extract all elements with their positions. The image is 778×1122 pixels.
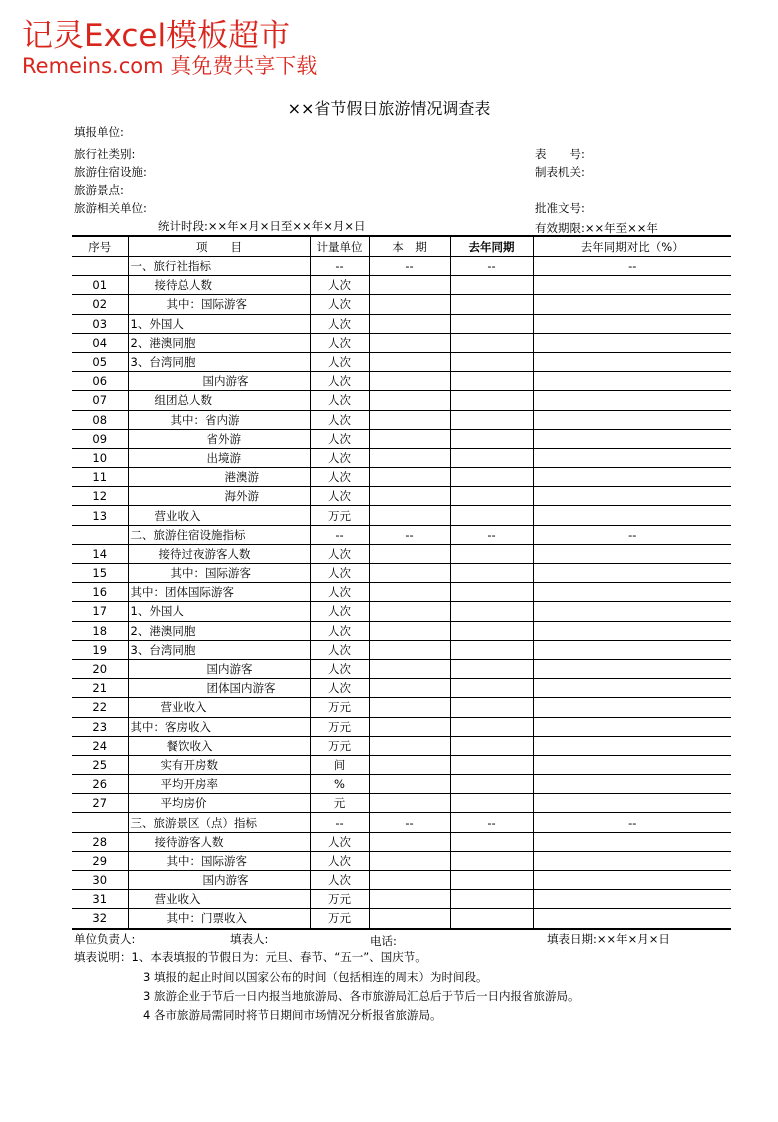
row-unit: 人次 (310, 640, 369, 659)
form-title: ××省节假日旅游情况调查表 (287, 99, 491, 118)
row-item: 接待过夜游客人数 (128, 544, 310, 563)
fill-date-label: 填表日期:××年×月×日 (547, 932, 670, 946)
issuing-authority-label: 制表机关: (535, 165, 585, 179)
row-number: 11 (72, 468, 128, 487)
row-number: 12 (72, 487, 128, 506)
row-unit: 人次 (310, 448, 369, 467)
row-last-year[interactable] (450, 276, 533, 295)
row-item: 国内游客 (128, 659, 310, 678)
row-current[interactable] (369, 775, 450, 794)
row-number: 21 (72, 679, 128, 698)
row-current[interactable] (369, 698, 450, 717)
row-comparison[interactable] (533, 698, 731, 717)
row-last-year[interactable] (450, 429, 533, 448)
header-unit: 计量单位 (310, 237, 369, 257)
stat-period-label: 统计时段:××年×月×日至××年×月×日 (158, 219, 366, 233)
row-last-year[interactable] (450, 602, 533, 621)
row-item: 营业收入 (128, 890, 310, 909)
row-item: 1、外国人 (128, 602, 310, 621)
header-no: 序号 (72, 237, 128, 257)
row-item: 其中：国际游客 (128, 564, 310, 583)
row-current[interactable] (369, 544, 450, 563)
row-current[interactable] (369, 487, 450, 506)
row-last-year[interactable] (450, 736, 533, 755)
row-item: 其中：省内游 (128, 410, 310, 429)
row-comparison[interactable] (533, 429, 731, 448)
row-comparison[interactable] (533, 679, 731, 698)
row-current[interactable] (369, 890, 450, 909)
row-comparison[interactable] (533, 717, 731, 736)
row-item: 海外游 (128, 487, 310, 506)
table-row (72, 295, 731, 314)
row-current[interactable] (369, 352, 450, 371)
header-current: 本 期 (369, 237, 450, 257)
row-number: 06 (72, 372, 128, 391)
row-last-year[interactable] (450, 775, 533, 794)
row-number: 24 (72, 736, 128, 755)
row-current[interactable] (369, 506, 450, 525)
row-comparison[interactable] (533, 295, 731, 314)
row-current[interactable] (369, 794, 450, 813)
row-number: 29 (72, 851, 128, 870)
row-last-year[interactable] (450, 621, 533, 640)
row-last-year[interactable] (450, 506, 533, 525)
row-current[interactable] (369, 314, 450, 333)
row-item: 餐饮收入 (128, 736, 310, 755)
row-comparison[interactable] (533, 909, 731, 928)
row-unit: 人次 (310, 295, 369, 314)
row-item: 港澳游 (128, 468, 310, 487)
table-row (72, 813, 731, 832)
table-row (72, 659, 731, 678)
row-unit: 人次 (310, 391, 369, 410)
header-item: 项 目 (128, 237, 310, 257)
row-item: 三、旅游景区（点）指标 (128, 813, 310, 832)
row-number: 13 (72, 506, 128, 525)
table-row (72, 717, 731, 736)
row-current[interactable] (369, 564, 450, 583)
row-unit: -- (310, 257, 369, 276)
row-number: 08 (72, 410, 128, 429)
row-number: 32 (72, 909, 128, 928)
row-unit: 人次 (310, 314, 369, 333)
row-comparison[interactable] (533, 775, 731, 794)
row-current[interactable] (369, 372, 450, 391)
row-comparison[interactable] (533, 755, 731, 774)
table-row (72, 602, 731, 621)
row-unit: 人次 (310, 372, 369, 391)
row-current[interactable] (369, 295, 450, 314)
row-unit: 人次 (310, 544, 369, 563)
row-number: 19 (72, 640, 128, 659)
row-current[interactable] (369, 448, 450, 467)
row-current[interactable]: -- (369, 257, 450, 276)
row-item: 一、旅行社指标 (128, 257, 310, 276)
row-unit: 人次 (310, 851, 369, 870)
row-unit: 万元 (310, 890, 369, 909)
header-comparison: 去年同期对比（%） (533, 237, 731, 257)
row-number: 20 (72, 659, 128, 678)
row-number: 17 (72, 602, 128, 621)
row-item: 1、外国人 (128, 314, 310, 333)
table-row (72, 333, 731, 352)
row-unit: 万元 (310, 506, 369, 525)
watermark-title: 记灵Excel模板超市 (22, 18, 291, 54)
row-item: 其中：团体国际游客 (128, 583, 310, 602)
row-current[interactable] (369, 468, 450, 487)
unit-head-label: 单位负责人: (74, 932, 136, 946)
row-item: 省外游 (128, 429, 310, 448)
accommodation-label: 旅游住宿设施: (74, 165, 147, 179)
table-row (72, 487, 731, 506)
row-number: 02 (72, 295, 128, 314)
phone-label: 电话: (370, 934, 397, 948)
row-current[interactable]: -- (369, 813, 450, 832)
row-last-year[interactable] (450, 564, 533, 583)
row-item: 国内游客 (128, 372, 310, 391)
row-last-year[interactable] (450, 890, 533, 909)
table-row (72, 564, 731, 583)
row-last-year[interactable] (450, 295, 533, 314)
table-row (72, 448, 731, 467)
row-number: 10 (72, 448, 128, 467)
table-row (72, 794, 731, 813)
related-unit-label: 旅游相关单位: (74, 201, 147, 215)
row-unit: 人次 (310, 468, 369, 487)
row-comparison[interactable] (533, 794, 731, 813)
table-row (72, 621, 731, 640)
row-last-year[interactable] (450, 487, 533, 506)
row-comparison[interactable] (533, 583, 731, 602)
row-unit: 万元 (310, 736, 369, 755)
table-row (72, 372, 731, 391)
row-last-year[interactable] (450, 755, 533, 774)
row-last-year[interactable] (450, 640, 533, 659)
approval-number-label: 批准文号: (535, 201, 585, 215)
row-current[interactable] (369, 736, 450, 755)
note-1: 填表说明：1、本表填报的节假日为：元旦、春节、“五一”、国庆节。 (74, 950, 427, 964)
row-unit: % (310, 775, 369, 794)
row-number: 14 (72, 544, 128, 563)
row-unit: -- (310, 525, 369, 544)
row-number: 25 (72, 755, 128, 774)
row-number (72, 813, 128, 832)
row-unit: 万元 (310, 717, 369, 736)
form-number-label: 表 号: (535, 147, 585, 161)
row-item: 营业收入 (128, 506, 310, 525)
table-row (72, 352, 731, 371)
row-number: 15 (72, 564, 128, 583)
table-row (72, 775, 731, 794)
row-item: 组团总人数 (128, 391, 310, 410)
row-last-year[interactable] (450, 851, 533, 870)
row-comparison[interactable] (533, 871, 731, 890)
row-item: 接待游客人数 (128, 832, 310, 851)
table-row (72, 276, 731, 295)
row-last-year[interactable]: -- (450, 525, 533, 544)
row-last-year[interactable]: -- (450, 257, 533, 276)
table-row (72, 890, 731, 909)
row-unit: 人次 (310, 333, 369, 352)
row-last-year[interactable] (450, 314, 533, 333)
row-number: 07 (72, 391, 128, 410)
row-last-year[interactable] (450, 679, 533, 698)
table-row (72, 257, 731, 276)
row-unit: 人次 (310, 832, 369, 851)
row-comparison[interactable] (533, 333, 731, 352)
row-comparison[interactable] (533, 487, 731, 506)
table-row (72, 679, 731, 698)
row-unit: 间 (310, 755, 369, 774)
table-row (72, 909, 731, 928)
reporting-unit-label: 填报单位: (74, 125, 124, 139)
row-current[interactable] (369, 333, 450, 352)
row-last-year[interactable]: -- (450, 813, 533, 832)
row-comparison[interactable] (533, 659, 731, 678)
scenic-spot-label: 旅游景点: (74, 183, 124, 197)
table-row (72, 640, 731, 659)
note-2: 3 填报的起止时间以国家公布的时间（包括相连的周末）为时间段。 (143, 970, 488, 984)
row-comparison[interactable]: -- (533, 525, 731, 544)
row-number: 28 (72, 832, 128, 851)
row-comparison[interactable] (533, 391, 731, 410)
row-last-year[interactable] (450, 583, 533, 602)
row-comparison[interactable] (533, 468, 731, 487)
row-comparison[interactable] (533, 736, 731, 755)
row-unit: 人次 (310, 659, 369, 678)
row-last-year[interactable] (450, 832, 533, 851)
note-3: 3 旅游企业于节后一日内报当地旅游局、各市旅游局汇总后于节后一日内报省旅游局。 (143, 989, 580, 1003)
row-item: 其中：国际游客 (128, 295, 310, 314)
row-unit: -- (310, 813, 369, 832)
row-unit: 人次 (310, 602, 369, 621)
row-comparison[interactable] (533, 851, 731, 870)
row-number: 23 (72, 717, 128, 736)
row-number: 22 (72, 698, 128, 717)
row-last-year[interactable] (450, 333, 533, 352)
row-number: 01 (72, 276, 128, 295)
filler-label: 填表人: (230, 932, 269, 946)
row-last-year[interactable] (450, 468, 533, 487)
row-last-year[interactable] (450, 698, 533, 717)
row-number (72, 257, 128, 276)
row-last-year[interactable] (450, 794, 533, 813)
table-row (72, 698, 731, 717)
row-current[interactable] (369, 717, 450, 736)
row-current[interactable] (369, 640, 450, 659)
row-number (72, 525, 128, 544)
row-current[interactable] (369, 621, 450, 640)
row-item: 其中：客房收入 (128, 717, 310, 736)
row-item: 平均房价 (128, 794, 310, 813)
table-row (72, 410, 731, 429)
row-comparison[interactable] (533, 352, 731, 371)
row-unit: 人次 (310, 429, 369, 448)
row-item: 3、台湾同胞 (128, 640, 310, 659)
row-item: 其中：国际游客 (128, 851, 310, 870)
survey-table (72, 237, 731, 929)
row-item: 平均开房率 (128, 775, 310, 794)
watermark-subtitle: Remeins.com 真免费共享下载 (22, 54, 318, 78)
row-comparison[interactable]: -- (533, 813, 731, 832)
row-last-year[interactable] (450, 659, 533, 678)
row-item: 团体国内游客 (128, 679, 310, 698)
row-number: 26 (72, 775, 128, 794)
table-row (72, 851, 731, 870)
row-comparison[interactable] (533, 314, 731, 333)
table-bottom-rule (72, 928, 731, 930)
row-last-year[interactable] (450, 909, 533, 928)
row-item: 其中：门票收入 (128, 909, 310, 928)
table-row (72, 525, 731, 544)
table-row (72, 755, 731, 774)
row-last-year[interactable] (450, 352, 533, 371)
row-unit: 人次 (310, 583, 369, 602)
row-current[interactable] (369, 832, 450, 851)
table-row (72, 583, 731, 602)
row-comparison[interactable] (533, 564, 731, 583)
row-item: 接待总人数 (128, 276, 310, 295)
table-row (72, 871, 731, 890)
row-unit: 人次 (310, 352, 369, 371)
row-unit: 人次 (310, 410, 369, 429)
row-current[interactable] (369, 871, 450, 890)
row-last-year[interactable] (450, 717, 533, 736)
row-last-year[interactable] (450, 871, 533, 890)
row-current[interactable] (369, 602, 450, 621)
note-4: 4 各市旅游局需同时将节日期间市场情况分析报省旅游局。 (143, 1008, 442, 1022)
row-unit: 万元 (310, 698, 369, 717)
row-last-year[interactable] (450, 544, 533, 563)
row-current[interactable] (369, 851, 450, 870)
row-item: 出境游 (128, 448, 310, 467)
row-comparison[interactable] (533, 640, 731, 659)
row-current[interactable] (369, 659, 450, 678)
row-comparison[interactable] (533, 372, 731, 391)
row-number: 03 (72, 314, 128, 333)
row-comparison[interactable] (533, 602, 731, 621)
row-current[interactable] (369, 679, 450, 698)
row-current[interactable] (369, 909, 450, 928)
row-unit: 人次 (310, 621, 369, 640)
row-unit: 人次 (310, 679, 369, 698)
table-row (72, 314, 731, 333)
row-number: 31 (72, 890, 128, 909)
row-comparison[interactable] (533, 448, 731, 467)
row-comparison[interactable] (533, 276, 731, 295)
row-current[interactable] (369, 583, 450, 602)
row-last-year[interactable] (450, 448, 533, 467)
row-current[interactable] (369, 276, 450, 295)
row-current[interactable]: -- (369, 525, 450, 544)
row-item: 国内游客 (128, 871, 310, 890)
row-comparison[interactable] (533, 410, 731, 429)
validity-label: 有效期限:××年至××年 (535, 221, 658, 235)
row-current[interactable] (369, 755, 450, 774)
row-comparison[interactable] (533, 544, 731, 563)
row-current[interactable] (369, 429, 450, 448)
row-item: 二、旅游住宿设施指标 (128, 525, 310, 544)
row-unit: 元 (310, 794, 369, 813)
row-number: 09 (72, 429, 128, 448)
table-row (72, 544, 731, 563)
table-row (72, 832, 731, 851)
table-row (72, 429, 731, 448)
row-unit: 人次 (310, 276, 369, 295)
row-comparison[interactable] (533, 506, 731, 525)
row-last-year[interactable] (450, 410, 533, 429)
row-item: 3、台湾同胞 (128, 352, 310, 371)
row-current[interactable] (369, 410, 450, 429)
row-comparison[interactable] (533, 621, 731, 640)
row-number: 16 (72, 583, 128, 602)
row-item: 营业收入 (128, 698, 310, 717)
row-last-year[interactable] (450, 372, 533, 391)
table-row (72, 506, 731, 525)
agency-type-label: 旅行社类别: (74, 147, 136, 161)
row-unit: 人次 (310, 871, 369, 890)
table-row (72, 736, 731, 755)
row-last-year[interactable] (450, 391, 533, 410)
row-number: 04 (72, 333, 128, 352)
header-last-year: 去年同期 (450, 237, 533, 257)
row-number: 18 (72, 621, 128, 640)
row-current[interactable] (369, 391, 450, 410)
row-unit: 万元 (310, 909, 369, 928)
row-unit: 人次 (310, 564, 369, 583)
row-comparison[interactable] (533, 832, 731, 851)
row-comparison[interactable]: -- (533, 257, 731, 276)
table-header-row (72, 237, 731, 257)
table-row (72, 391, 731, 410)
table-row (72, 468, 731, 487)
row-item: 2、港澳同胞 (128, 621, 310, 640)
row-item: 实有开房数 (128, 755, 310, 774)
row-item: 2、港澳同胞 (128, 333, 310, 352)
row-unit: 人次 (310, 487, 369, 506)
row-comparison[interactable] (533, 890, 731, 909)
row-number: 30 (72, 871, 128, 890)
row-number: 27 (72, 794, 128, 813)
row-number: 05 (72, 352, 128, 371)
